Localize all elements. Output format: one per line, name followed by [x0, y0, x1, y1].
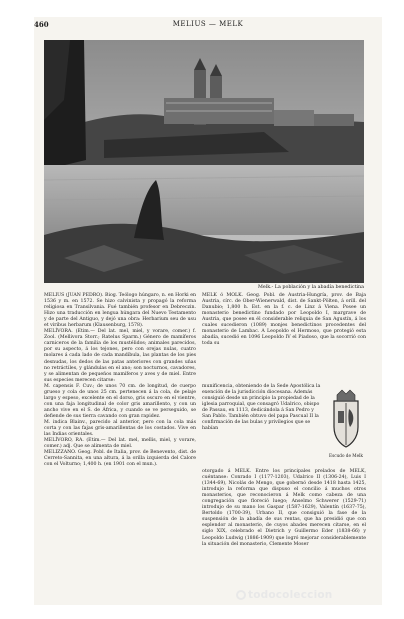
page-header	[34, 20, 382, 32]
document-page	[34, 17, 382, 605]
entry-melius: MELIUS (JUAN PEDRO). Biog. Teólogo húngaro, n. en Horki en 1536 y m. en 1572. Se hizo calvinista y propagó la reforma religiosa en Transilvania. Fué también profesor en Debreczin. Hizo una traducción en lengua húngara del Nuevo Testamento y de parte del Antiguo, y dejó una obra: Herbarium seu de usu et viribus herbarum (Klausenburg, 1578).	[44, 293, 196, 329]
entry-melizzano: MELIZZANO. Geog. Pobl. de Italia, prov. de Benevento, dist. de Cerreto-Sannita, en una altura, á la orilla izquierda del Calore con el Volturno; 1,400 h. (en 1901 con el mun.).	[44, 450, 196, 468]
entry-melivora: MELÍVORA. (Etim.— Del lat. mel, miel, y vorare, comer.) f. Zool. (Mellivora Storr.; Ratelus Sparm.) Género de mamíferos carniceros de la familia de los mustélidos; animales parecidos, por su aspecto, á los tejones, pero con orejas nulas, cuatro molares á cada lado de cada mandíbula, las plantas de los pies desnudas, los dedos de las patas anteriores con grandes uñas no retráctiles, y glándulas en el ano; son nocturnos, cavadores, y se alimentan de pequeños mamíferos y aves y de miel. Entre sus especies merecen citarse:	[44, 329, 196, 383]
watermark-circle-icon	[236, 590, 246, 600]
coat-of-arms-icon	[328, 387, 364, 449]
page-number: 460	[34, 20, 49, 29]
right-column-bottom: otorgado á MELK. Entre los principales prelados de MELK, cuéntanse: Conrado I (1177-1203), Udalrico II (1306-24), Luis I (1344-69), Nicolás de Mengo, que gobernó desde 1418 hasta 1425, introdujo la reforma que dispuso el concilio á muchos otros monasterios, que reconocieron á Melk como cabeza de una congregación que floreció luego; Anselmo Schwerer (1529-71) introdujo de su mano los Gaspar (1587-1629), Valentín (1637-75), Bertoldo (1700-39), Urbano II, que consiguió la fase de la suspensión de la abadía de sus rentas, que ha presidió que con esplendor al monasterio, de cuyos abades merecen citarse, en el siglo XIX, celebrado el Dietrich y Guillermo Eder (1838-66) y Leopoldo Ludwig (1886-1909) que logró mejorar considerablemente la situación del monasterio, Clemente Moser	[202, 469, 366, 547]
entry-m-indica: M. indica Blainv., parecido al anterior, pero con la cola más corta y con las fajas gris-amarillentas de los costados. Vive en las Indias orientales.	[44, 419, 196, 438]
entry-m-capensis: M. capensis F. Cuv.; de unos 70 cm. de longitud, de cuerpo grueso y cola de unos 25 cm. pertenecen á la cola, de pelaje largo y espeso, excelente en el dorso, gris oscuro en el vientre, con una faja longitudinal de color gris amarillento, y con un ancho vive en el S. de África, y cuando se ve perseguido, se defiende de sus tierra cavando con gran rapidez.	[44, 383, 196, 419]
abbey-photo-image	[44, 40, 364, 283]
photo-caption: Melk.- La población y la abadía benedictina	[257, 285, 364, 290]
running-title: MELIUS — MELK	[172, 20, 244, 28]
entry-melivoro: MELÍVORO, RA. (Etim.— Del lat. mel, mellis, miel, y vorare, comer.) adj. Que se alimenta de miel.	[44, 438, 196, 450]
right-column-middle: munificencia, obteniendo de la Sede Apostólica la exención de la jurisdicción diocesana. Además consiguió desde un principio la propiedad de la iglesia parroquial, que consagró Udalrico, obispo de Passau, en 1113, dedicándola á San Pedro y San Pablo. También obtuvo del papa Pascual II la confirmación de las bulas y privilegios que se habían	[202, 384, 321, 432]
left-column	[44, 293, 196, 468]
watermark-text: todocoleccion	[248, 589, 333, 601]
coat-of-arms-caption: Escudo de Melk	[329, 453, 363, 458]
right-column-top: MELK ó MOLK. Geog. Pobl. de Austria-Hungría, prov. de Baja Austria, círc. de Ober-Wienerwald, dist. de Sankt-Pölten, á orill. del Danubio; 1,800 h. Est. en la f. c. de Linz á Viena. Posee un monasterio benedictino fundado por Leopoldo I, margrave de Austria, que posee en él considerable reliquia de San Agustín, á los cuales sucedieron (1089) monjes benedictinos procedentes del monasterio de Lambac. A Leopoldo el Hermoso, que protegió esta abadía, sucedió en 1096 Leopoldo IV el Piadoso, que la socorrió con toda su	[202, 293, 366, 347]
abbey-photograph	[44, 40, 364, 283]
watermark	[236, 589, 396, 607]
